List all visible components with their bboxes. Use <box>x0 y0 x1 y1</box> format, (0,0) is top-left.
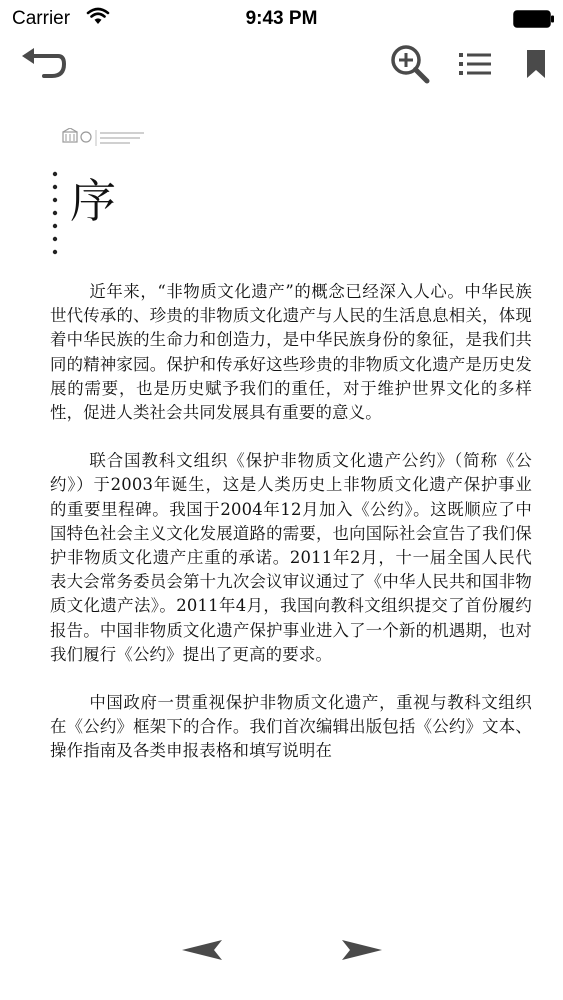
zoom-in-button[interactable] <box>386 42 434 90</box>
page-content <box>50 280 532 788</box>
bookmark-icon <box>525 48 547 84</box>
reader-toolbar <box>0 38 563 98</box>
next-page-button[interactable] <box>340 936 384 964</box>
carrier-label: Carrier <box>12 8 71 29</box>
publisher-logo <box>62 128 152 152</box>
paragraph: 联合国教科文组织《保护非物质文化遗产公约》（简称《公约》）于2003年诞生，这是人类历史上非物质文化遗产保护事业的重要里程碑。我国于2004年12月加入《公约》。这既顺应了中国特色社会主义文化发展道路的需要，也向国际社会宣告了我们保护非物质文化遗产庄重的承诺。2011年2月，十一届全国人民代表大会常务委员会第十九次会议审议通过了《中华人民共和国非物质文化遗产法》。2011年4月，我国向教科文组织提交了首份履约报告。中国非物质文化遗产保护事业进入了一个新的机遇期，也对我们履行《公约》提出了更高的要求。 <box>50 451 532 664</box>
list-icon <box>457 50 493 82</box>
bookmark-button[interactable] <box>512 42 560 90</box>
page-navigation <box>0 930 563 970</box>
zoom-in-icon <box>389 43 431 89</box>
paragraph: 中国政府一贯重视保护非物质文化遗产，重视与教科文组织在《公约》框架下的合作。我们首次编辑出版包括《公约》文本、操作指南及各类申报表格和填写说明在 <box>50 693 532 761</box>
back-arrow-icon <box>18 46 66 86</box>
previous-page-button[interactable] <box>180 936 224 964</box>
decorative-dots <box>50 170 60 260</box>
paragraph: 近年来，“非物质文化遗产”的概念已经深入人心。中华民族世代传承的、珍贵的非物质文化遗产与人民的生活息息相关，体现着中华民族的生命力和创造力，是中华民族身份的象征，是我们共同的精神家园。保护和传承好这些珍贵的非物质文化遗产是历史发展的需要，也是历史赋予我们的重任，对于维护世界文化的多样性，促进人类社会共同发展具有重要的意义。 <box>50 282 532 423</box>
clock: 9:43 PM <box>245 8 318 29</box>
arrow-right-icon <box>340 949 384 968</box>
chapter-title: 序 <box>70 174 116 228</box>
arrow-left-icon <box>180 949 224 968</box>
battery-icon <box>513 10 553 26</box>
table-of-contents-button[interactable] <box>451 42 499 90</box>
back-button[interactable] <box>18 42 66 90</box>
status-bar <box>0 0 563 38</box>
